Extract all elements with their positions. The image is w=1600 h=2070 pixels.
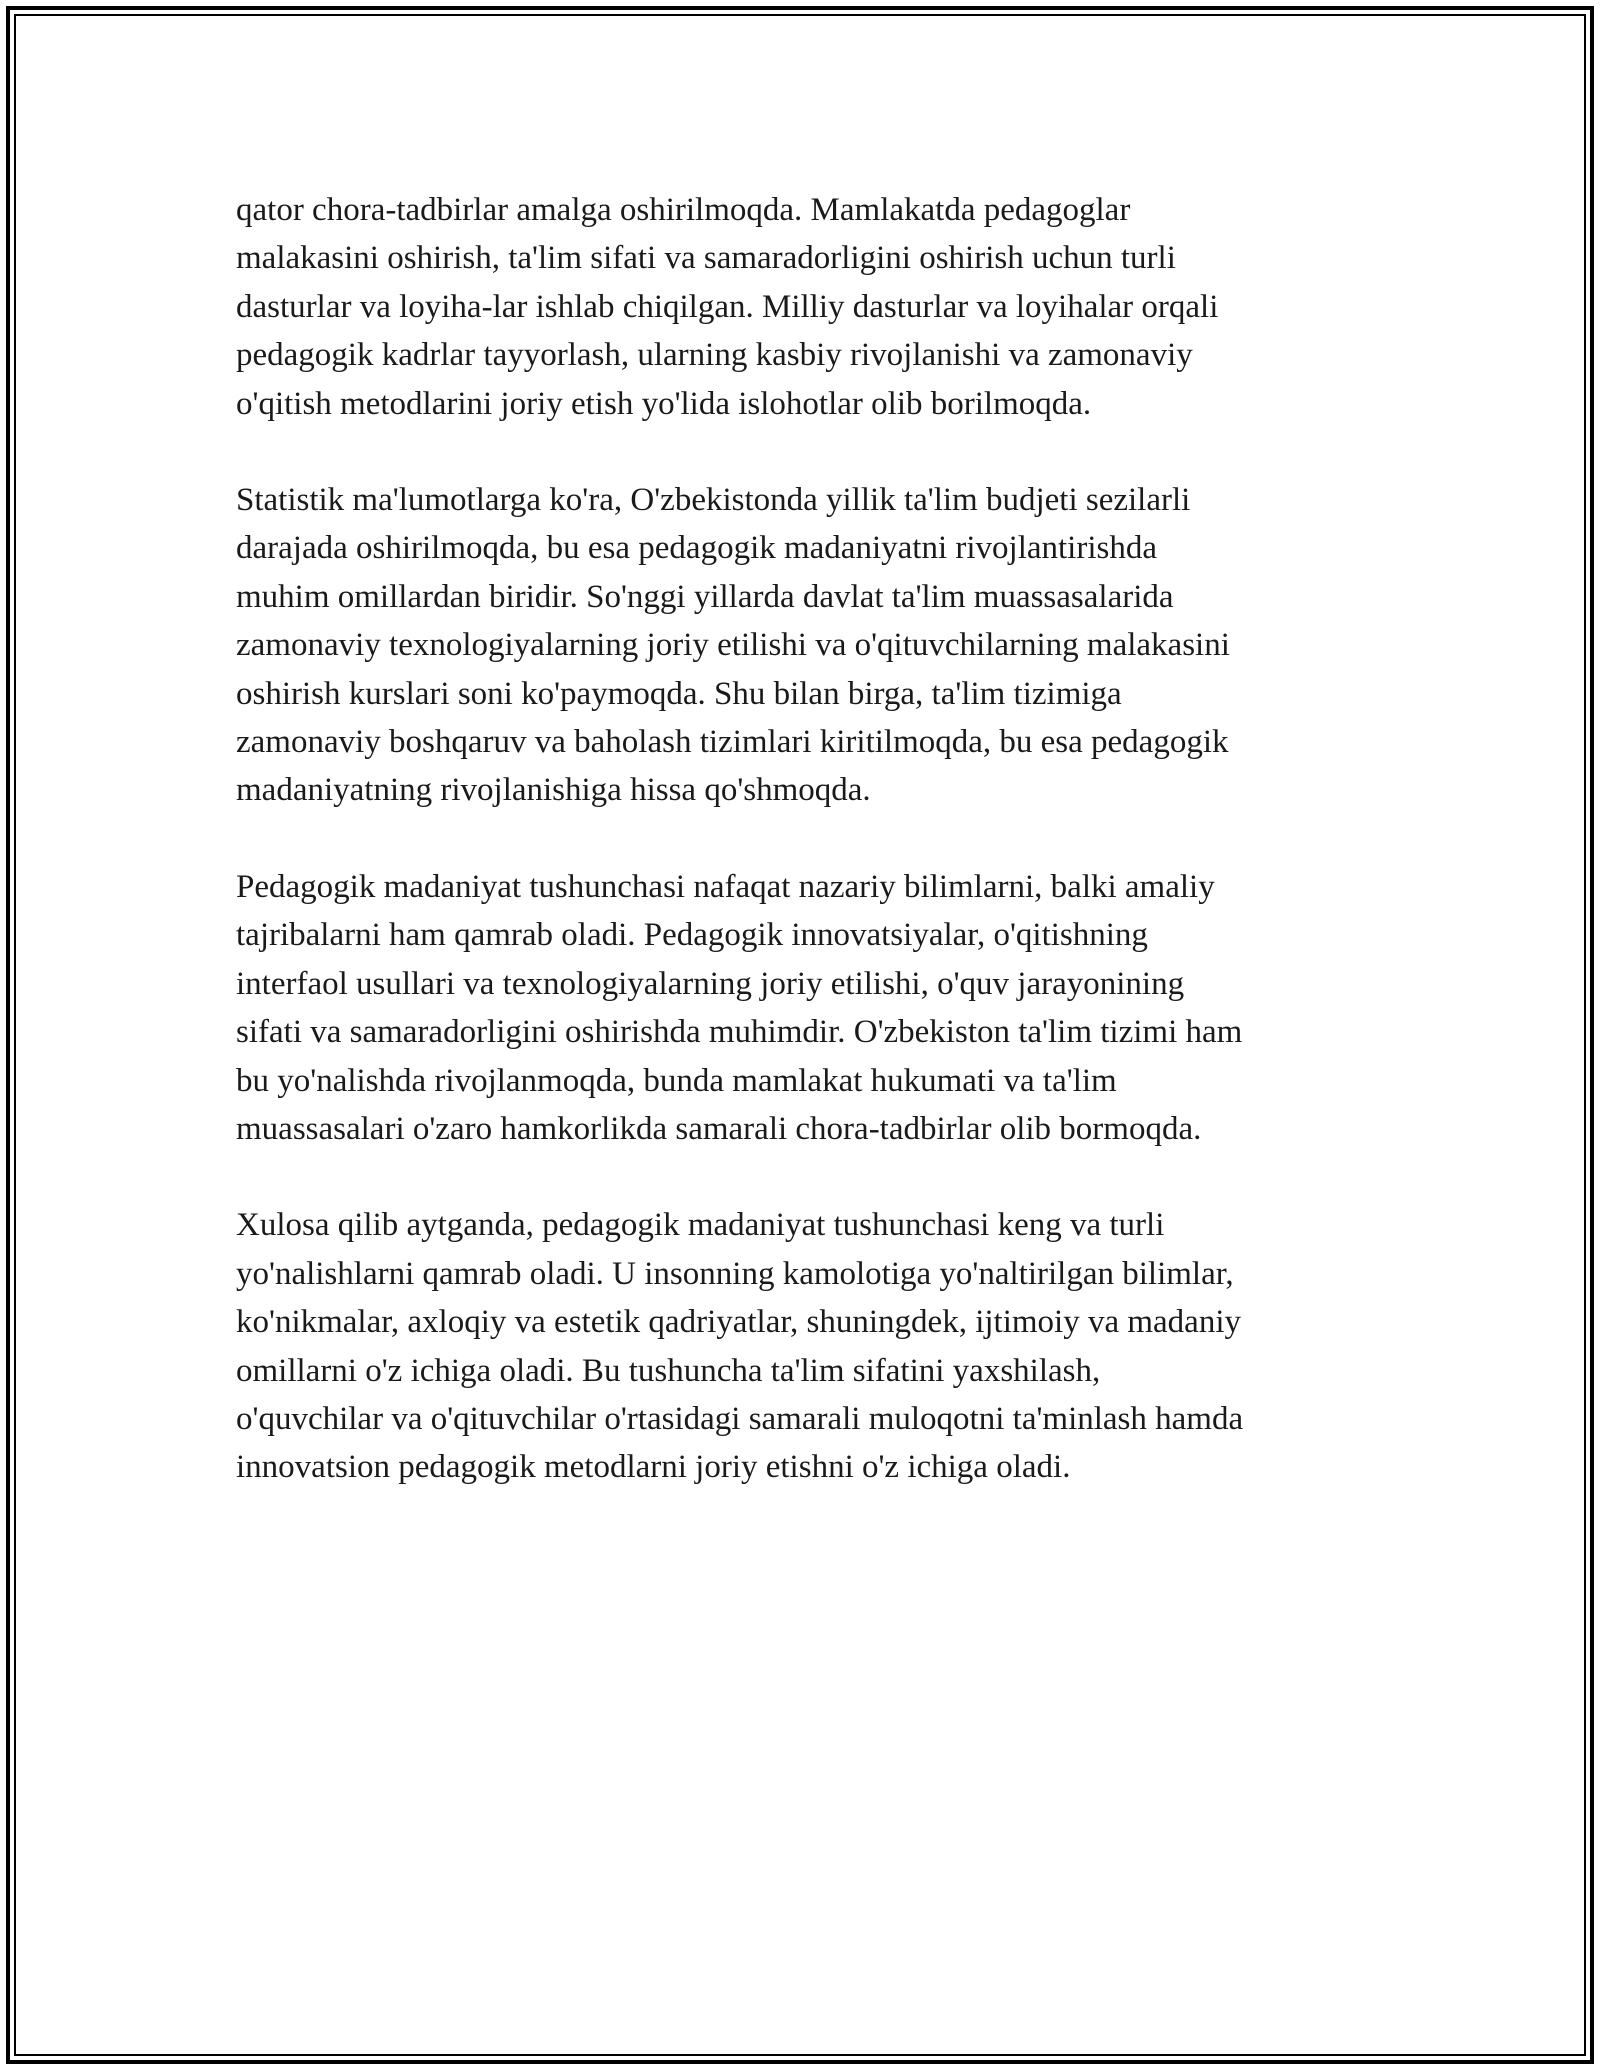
document-body <box>236 186 1376 1540</box>
paragraph-3: Pedagogik madaniyat tushunchasi nafaqat nazariy bilimlarni, balki amaliy tajribalarni ham qamrab oladi. Pedagogik innovatsiyalar, o'qitishning interfaol usullari va texnologiyalarning joriy etilishi, o'quv jarayonining sifati va samaradorligini oshirishda muhimdir. O'zbekiston ta'lim tizimi ham bu yo'nalishda rivojlanmoqda, bunda mamlakat hukumati va ta'lim muassasalari o'zaro hamkorlikda samarali chora-tadbirlar olib bormoqda. <box>236 868 1243 1147</box>
paragraph-4: Xulosa qilib aytganda, pedagogik madaniyat tushunchasi keng va turli yo'nalishlarni qamrab oladi. U insonning kamolotiga yo'naltirilgan bilimlar, ko'nikmalar, axloqiy va estetik qadriyatlar, shuningdek, ijtimoiy va madaniy omillarni o'z ichiga oladi. Bu tushuncha ta'lim sifatini yaxshilash, o'quvchilar va o'qituvchilar o'rtasidagi samarali muloqotni ta'minlash hamda innovatsion pedagogik metodlarni joriy etishni o'z ichiga oladi. <box>236 1207 1244 1486</box>
paragraph-1: qator chora-tadbirlar amalga oshirilmoqda. Mamlakatda pedagoglar malakasini oshirish, ta'lim sifati va samaradorligini oshirish uchun turli dasturlar va loyiha-lar ishlab chiqilgan. Milliy dasturlar va loyihalar orqali pedagogik kadrlar tayyorlash, ularning kasbiy rivojlanishi va zamonaviy o'qitish metodlarini joriy etish yo'lida islohotlar olib borilmoqda. <box>236 192 1219 422</box>
paragraph-2: Statistik ma'lumotlarga ko'ra, O'zbekistonda yillik ta'lim budjeti sezilarli darajada oshirilmoqda, bu esa pedagogik madaniyatni rivojlantirishda muhim omillardan biridir. So'nggi yillarda davlat ta'lim muassasalarida zamonaviy texnologiyalarning joriy etilishi va o'qituvchilarning malakasini oshirish kurslari soni ko'paymoqda. Shu bilan birga, ta'lim tizimiga zamonaviy boshqaruv va baholash tizimlari kiritilmoqda, bu esa pedagogik madaniyatning rivojlanishiga hissa qo'shmoqda. <box>236 482 1230 809</box>
